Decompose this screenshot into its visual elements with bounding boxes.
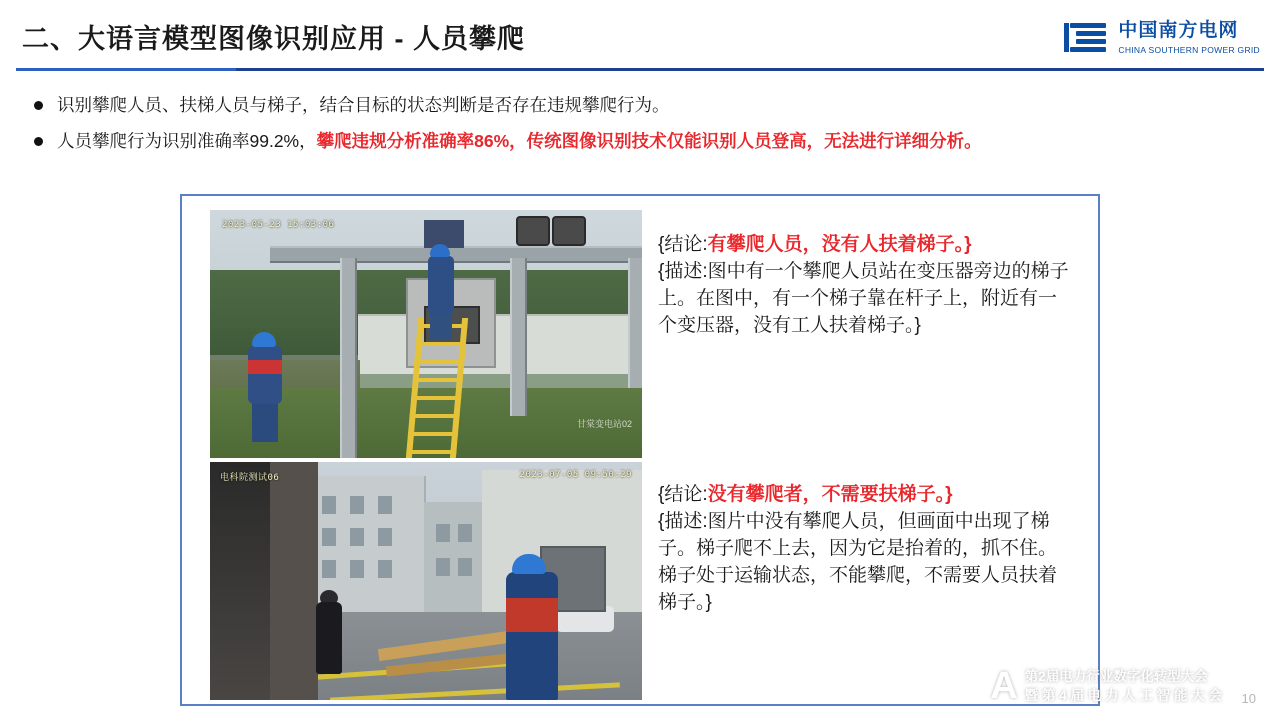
list-item <box>34 92 1254 118</box>
description-suffix: } <box>914 314 921 336</box>
logo-text-en: CHINA SOUTHERN POWER GRID <box>1118 44 1260 55</box>
description-suffix: } <box>705 591 712 613</box>
conclusion-suffix: } <box>964 234 972 255</box>
header-divider-accent <box>16 68 236 71</box>
analysis-text-column <box>658 210 1074 694</box>
case-photo-1 <box>210 210 642 458</box>
description-text: 图中有一个攀爬人员站在变压器旁边的梯子上。在图中，有一个梯子靠在杆子上，附近有一个变压器，没有工人扶着梯子。 <box>658 260 1069 336</box>
bullet-list <box>34 92 1254 165</box>
climbing-worker <box>428 256 454 314</box>
bullet-text-emphasis: 攀爬违规分析准确率86%，传统图像识别技术仅能识别人员登高，无法进行详细分析。 <box>316 131 982 152</box>
bullet-dot-icon <box>34 137 43 146</box>
company-logo <box>1062 16 1260 60</box>
case-analysis-1 <box>658 232 1074 340</box>
bullet-dot-icon <box>34 101 43 110</box>
page-title: 二、大语言模型图像识别应用 - 人员攀爬 <box>22 24 525 54</box>
description-text: 图片中没有攀爬人员，但画面中出现了梯子。梯子爬不上去，因为它是抬着的，抓不住。梯子处于运输状态，不能攀爬，不需要人员扶着梯子。 <box>658 510 1058 613</box>
conclusion-text: 有攀爬人员，没有人扶着梯子。 <box>707 234 965 255</box>
conclusion-prefix: {结论: <box>658 484 708 505</box>
bullet-text <box>57 92 670 118</box>
power-grid-logo-icon <box>1062 19 1108 57</box>
photo-camera-label: 电科院测试06 <box>220 473 280 483</box>
case-photo-2 <box>210 462 642 700</box>
panel-inner <box>210 210 1074 694</box>
conclusion-suffix: } <box>945 484 953 505</box>
helmet-icon <box>430 244 450 257</box>
description-prefix: {描述: <box>658 510 708 532</box>
photo-timestamp: 2023-05-23 15:03:06 <box>222 220 335 230</box>
logo-text-cn: 中国南方电网 <box>1118 20 1239 42</box>
list-item <box>34 128 1254 154</box>
conference-name <box>1025 667 1222 706</box>
worker-carrying-ladder <box>506 572 558 700</box>
page-number: 10 <box>1241 691 1256 706</box>
ground-worker <box>248 346 282 404</box>
image-column <box>210 210 642 700</box>
conference-line-1: 第2届电力行业数字化转型大会 <box>1024 668 1208 684</box>
photo-timestamp: 2023-07-05 09:50:29 <box>519 470 632 480</box>
pedestrian <box>316 602 342 674</box>
bullet-text <box>57 128 982 154</box>
ai-logo-icon: A <box>990 665 1017 708</box>
case-analysis-2 <box>658 482 1074 617</box>
bullet-text-main: 人员攀爬行为识别准确率99.2%， <box>57 131 317 152</box>
bullet-text-main: 识别攀爬人员、扶梯人员与梯子，结合目标的状态判断是否存在违规攀爬行为。 <box>57 95 670 115</box>
slide-header <box>0 0 1280 72</box>
conference-logo <box>990 667 1222 706</box>
conclusion-prefix: {结论: <box>658 234 708 255</box>
content-panel <box>180 194 1100 706</box>
conference-line-2: 暨 第 4 届 电 力 人 工 智 能 大 会 <box>1024 688 1222 704</box>
photo-watermark: 甘棠变电站02 <box>576 419 632 429</box>
description-prefix: {描述: <box>658 260 708 282</box>
conclusion-text: 没有攀爬者，不需要扶梯子。 <box>707 484 946 505</box>
